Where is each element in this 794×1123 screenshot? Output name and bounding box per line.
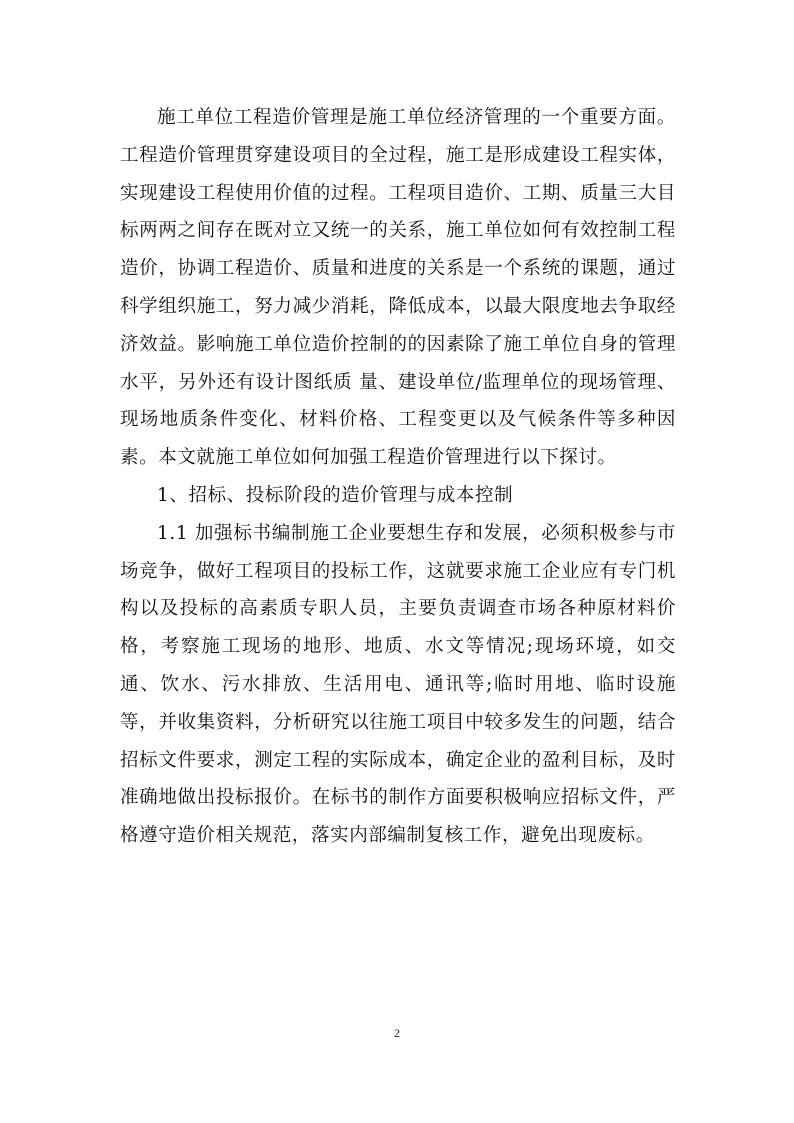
document-body: [120, 99, 676, 855]
section-heading: 1、招标、投标阶段的造价管理与成本控制: [157, 484, 514, 506]
page-number: 2: [394, 1026, 400, 1040]
paragraph-subsection: 1.1 加强标书编制施工企业要想生存和发展，必须积极参与市场竞争，做好工程项目的投标工作，这就要求施工企业应有专门机构以及投标的高素质专职人员，主要负责调查市场各种原材料价格，考察施工现场的地形、地质、水文等情况;现场环境，如交通、饮水、污水排放、生活用电、通讯等;临时用地、临时设施等，并收集资料，分析研究以往施工项目中较多发生的问题，结合招标文件要求，测定工程的实际成本，确定企业的盈利目标，及时准确地做出投标报价。在标书的制作方面要积极响应招标文件，严格遵守造价相关规范，落实内部编制复核工作，避免出现废标。: [120, 522, 676, 847]
paragraph-intro: 施工单位工程造价管理是施工单位经济管理的一个重要方面。工程造价管理贯穿建设项目的全过程，施工是形成建设工程实体，实现建设工程使用价值的过程。工程项目造价、工期、质量三大目标两两之间存在既对立又统一的关系，施工单位如何有效控制工程造价，协调工程造价、质量和进度的关系是一个系统的课题，通过科学组织施工，努力减少消耗，降低成本，以最大限度地去争取经济效益。影响施工单位造价控制的的因素除了施工单位自身的管理水平，另外还有设计图纸质 量、建设单位/监理单位的现场管理、现场地质条件变化、材料价格、工程变更以及气候条件等多种因素。本文就施工单位如何加强工程造价管理进行以下探讨。: [120, 107, 676, 469]
